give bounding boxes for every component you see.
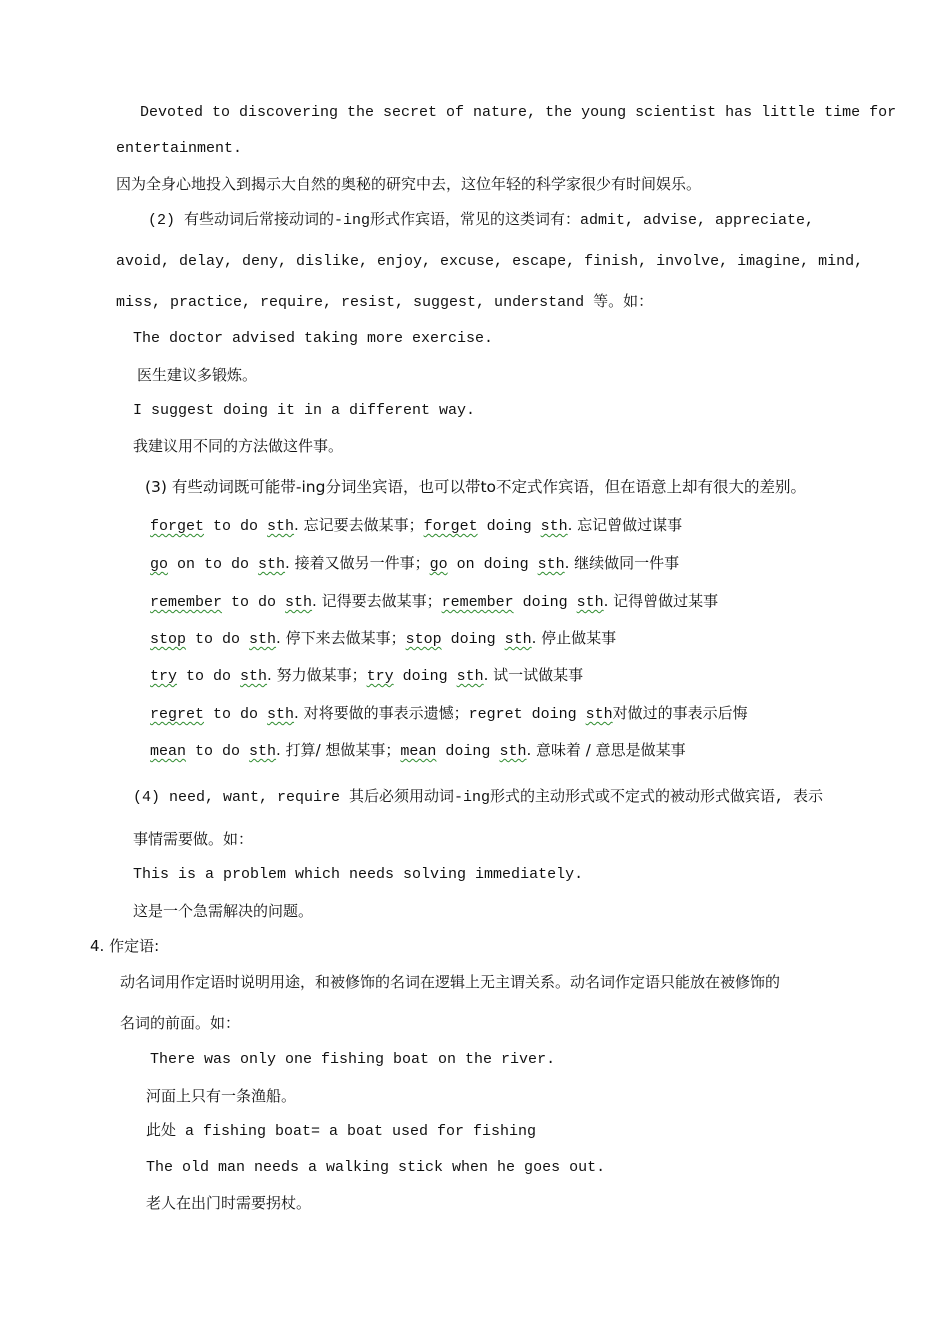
verb-meaning: . 打算/ 想做某事； <box>276 741 401 759</box>
verb-object: sth <box>499 743 527 760</box>
verb-meaning: . 忘记曾做过谋事 <box>567 516 683 534</box>
verb-word: try <box>150 668 178 685</box>
verb-word: stop <box>405 631 442 648</box>
section-4-intro: (4) need, want, require 其后必须用动词-ing形式的主动形式或不定式的被动形式做宾语, 表示 <box>133 789 824 806</box>
verb-word: try <box>366 668 394 685</box>
verb-object: sth <box>285 594 313 611</box>
verb-object: sth <box>585 706 613 723</box>
example-chinese: 医生建议多锻炼。 <box>137 366 258 384</box>
verb-phrase: doing <box>441 631 505 648</box>
verb-phrase: doing <box>393 668 457 685</box>
verb-phrase: doing <box>436 743 500 760</box>
verb-phrase: to do <box>204 706 268 723</box>
verb-object: sth <box>249 743 277 760</box>
verb-pair-row <box>150 553 679 575</box>
example-chinese: 河面上只有一条渔船。 <box>146 1087 297 1105</box>
verb-meaning: . 记得曾做过某事 <box>603 592 719 610</box>
verb-object: sth <box>537 556 565 573</box>
section-2-intro: (2) 有些动词后常接动词的-ing形式作宾语，常见的这类词有：admit, advise, appreciate, <box>148 212 815 229</box>
verb-meaning: . 忘记要去做某事； <box>294 516 424 534</box>
verb-pair-row <box>150 515 682 537</box>
verb-phrase: to do <box>204 518 268 535</box>
verb-meaning: . 意味着 / 意思是做某事 <box>526 741 686 759</box>
example-chinese: 老人在出门时需要拐杖。 <box>146 1194 312 1212</box>
section-heading: 4. 作定语: <box>90 937 160 955</box>
body-line: 动名词用作定语时说明用途，和被修饰的名词在逻辑上无主谓关系。动名词作定语只能放在被修饰的 <box>120 973 781 991</box>
verb-phrase: to do <box>222 594 286 611</box>
verb-object: sth <box>456 668 484 685</box>
verb-word: regret <box>150 706 205 723</box>
verb-meaning: 对做过的事表示后悔 <box>612 704 748 722</box>
verb-phrase: to do <box>186 743 250 760</box>
verb-pair-row <box>150 703 748 725</box>
verb-meaning: . 继续做同一件事 <box>564 554 680 572</box>
example-english: I suggest doing it in a different way. <box>133 402 476 419</box>
verb-meaning: . 停下来去做某事； <box>276 629 406 647</box>
verb-object: sth <box>240 668 268 685</box>
verb-word: go <box>429 556 448 573</box>
verb-object: sth <box>504 631 532 648</box>
verb-word: mean <box>150 743 187 760</box>
verb-pair-row <box>150 665 583 687</box>
example-english: There was only one fishing boat on the river. <box>150 1051 556 1068</box>
verb-object: sth <box>267 518 295 535</box>
verb-phrase: doing <box>522 706 586 723</box>
verb-phrase: doing <box>513 594 577 611</box>
example-english: This is a problem which needs solving immediately. <box>133 866 584 883</box>
verb-object: sth <box>249 631 277 648</box>
verb-phrase: to do <box>186 631 250 648</box>
body-line: 名词的前面。如： <box>120 1014 241 1032</box>
verb-object: sth <box>540 518 568 535</box>
verb-list-line: miss, practice, require, resist, suggest, understand 等。如： <box>116 294 654 311</box>
example-chinese: 我建议用不同的方法做这件事。 <box>133 437 344 455</box>
verb-phrase: to do <box>177 668 241 685</box>
verb-object: sth <box>576 594 604 611</box>
example-note: 此处 a fishing boat= a boat used for fishing <box>146 1123 537 1140</box>
example-english: The old man needs a walking stick when he goes out. <box>146 1159 606 1176</box>
verb-pair-row <box>150 628 616 650</box>
translation-line: 因为全身心地投入到揭示大自然的奥秘的研究中去，这位年轻的科学家很少有时间娱乐。 <box>116 175 702 193</box>
verb-word: remember <box>150 594 223 611</box>
verb-word: forget <box>423 518 478 535</box>
paragraph-line: Devoted to discovering the secret of nature, the young scientist has little time for <box>140 104 897 121</box>
section-3-heading: (3) 有些动词既可能带-ing分词坐宾语，也可以带to不定式作宾语，但在语意上却有很大的差别。 <box>145 478 807 496</box>
verb-object: sth <box>267 706 295 723</box>
verb-word: remember <box>441 594 514 611</box>
verb-pair-row <box>150 591 718 613</box>
verb-word: go <box>150 556 169 573</box>
verb-meaning: . 努力做某事； <box>267 666 367 684</box>
verb-meaning: . 停止做某事 <box>531 629 617 647</box>
verb-object: sth <box>258 556 286 573</box>
verb-word: mean <box>400 743 437 760</box>
verb-word: forget <box>150 518 205 535</box>
paragraph-line: entertainment. <box>116 140 243 157</box>
example-english: The doctor advised taking more exercise. <box>133 330 494 347</box>
verb-phrase: on to do <box>168 556 259 573</box>
verb-word: regret <box>468 706 523 723</box>
verb-meaning: . 对将要做的事表示遗憾； <box>294 704 469 722</box>
verb-meaning: . 记得要去做某事； <box>312 592 442 610</box>
verb-meaning: . 试一试做某事 <box>483 666 584 684</box>
verb-phrase: on doing <box>447 556 538 573</box>
verb-list-line: avoid, delay, deny, dislike, enjoy, excuse, escape, finish, involve, imagine, mind, <box>116 253 864 270</box>
verb-word: stop <box>150 631 187 648</box>
verb-pair-row <box>150 740 686 762</box>
section-4-intro: 事情需要做。如： <box>133 830 254 848</box>
verb-phrase: doing <box>477 518 541 535</box>
example-chinese: 这是一个急需解决的问题。 <box>133 902 314 920</box>
verb-meaning: . 接着又做另一件事； <box>285 554 430 572</box>
